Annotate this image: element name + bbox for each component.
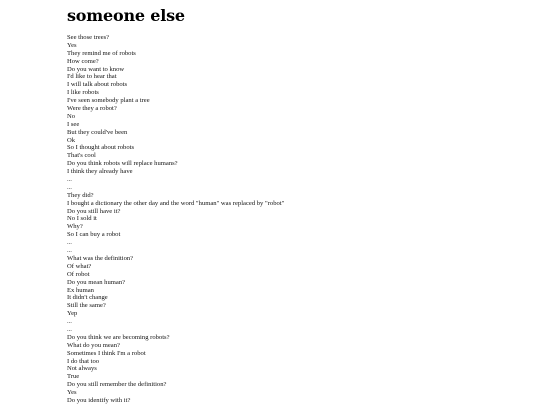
dialogue-line: What was the definition? [67, 254, 134, 262]
dialogue-line: ... [67, 247, 72, 255]
dialogue-line: I bought a dictionary the other day and the word "human" was replaced by "robot" [67, 199, 285, 207]
dialogue-line: ... [67, 183, 72, 191]
dialogue-line: Yep [67, 310, 78, 318]
dialogue-line: Not always [67, 365, 97, 373]
dialogue-line: Yes [67, 389, 77, 397]
dialogue-line: I do that too [67, 357, 100, 365]
dialogue-line: Ok [67, 136, 76, 144]
dialogue-line: They did? [67, 191, 94, 199]
dialogue-line: But they could've been [67, 128, 128, 136]
dialogue-line: That's cool [67, 152, 96, 160]
dialogue-line: Do you still have it? [67, 207, 121, 215]
dialogue-line: What do you mean? [67, 341, 120, 349]
dialogue-line: ... [67, 318, 72, 326]
dialogue-line: I see [67, 120, 80, 128]
dialogue-list [67, 34, 284, 405]
dialogue-line: Of what? [67, 262, 92, 270]
dialogue-line: So I thought about robots [67, 144, 135, 152]
dialogue-line: So I can buy a robot [67, 231, 121, 239]
dialogue-line: How come? [67, 57, 99, 65]
dialogue-line: They remind me of robots [67, 49, 136, 57]
dialogue-line: It didn't change [67, 294, 108, 302]
dialogue-line: Do you still remember the definition? [67, 381, 167, 389]
dialogue-line: Were they a robot? [67, 105, 117, 113]
dialogue-line: I like robots [67, 89, 99, 97]
dialogue-line: Do you identify with it? [67, 396, 131, 404]
dialogue-line: Do you think we are becoming robots? [67, 333, 170, 341]
dialogue-line: I will talk about robots [67, 81, 128, 89]
dialogue-line: Ex human [67, 286, 94, 294]
dialogue-line: No [67, 112, 76, 120]
dialogue-line: ... [67, 176, 72, 184]
dialogue-line: No I sold it [67, 215, 97, 223]
dialogue-line: Sometimes I think I'm a robot [67, 349, 146, 357]
dialogue-line: Yes [67, 41, 77, 49]
dialogue-line: Of robot [67, 270, 90, 278]
dialogue-line: I'd like to hear that [67, 73, 117, 81]
dialogue-line: Why? [67, 223, 83, 231]
dialogue-line: Do you want to know [67, 65, 125, 73]
dialogue-line: See those trees? [67, 34, 110, 41]
dialogue-line: True [67, 373, 80, 381]
dialogue-line: ... [67, 325, 72, 333]
dialogue-line: Still the same? [67, 302, 106, 310]
dialogue-line: Do you think robots will replace humans? [67, 160, 178, 168]
dialogue-line: ... [67, 239, 72, 247]
page-title: someone else [67, 6, 185, 25]
dialogue-line: I think they already have [67, 168, 133, 176]
dialogue-line: I've seen somebody plant a tree [67, 97, 150, 105]
dialogue-line: Do you mean human? [67, 278, 126, 286]
